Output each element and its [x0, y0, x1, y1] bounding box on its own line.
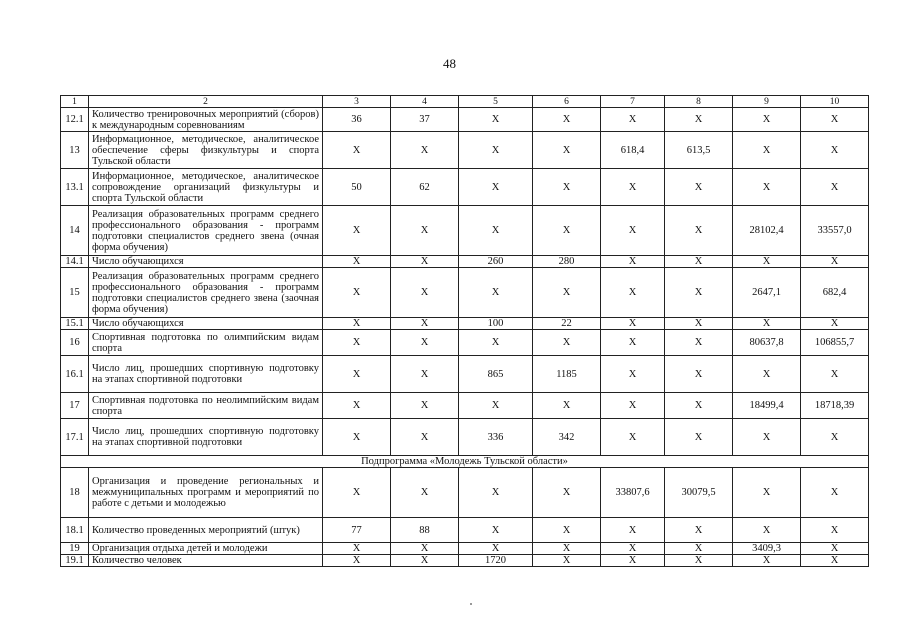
table-cell: Х: [391, 256, 459, 268]
table-cell: Х: [601, 169, 665, 206]
table-cell: 18718,39: [801, 393, 869, 419]
table-cell: Х: [323, 393, 391, 419]
table-cell: 30079,5: [665, 468, 733, 518]
subprogram-title: Подпрограмма «Молодежь Тульской области»: [61, 456, 869, 468]
table-cell: 2647,1: [733, 268, 801, 318]
scan-speck: [470, 603, 472, 605]
table-cell: Х: [323, 132, 391, 169]
row-description: Количество проведенных мероприятий (штук): [89, 518, 323, 543]
table-cell: Х: [391, 132, 459, 169]
table-row: [61, 393, 869, 419]
table-cell: Х: [733, 518, 801, 543]
row-number: 13.1: [61, 169, 89, 206]
table-cell: Х: [323, 330, 391, 356]
header-cell: 3: [323, 96, 391, 108]
table-cell: Х: [601, 419, 665, 456]
row-description: Спортивная подготовка по неолимпийским видам спорта: [89, 393, 323, 419]
table-cell: 37: [391, 108, 459, 132]
header-cell: 5: [459, 96, 533, 108]
table-cell: Х: [801, 419, 869, 456]
table-cell: Х: [533, 330, 601, 356]
table-cell: Х: [733, 555, 801, 567]
row-number: 19: [61, 543, 89, 555]
table-cell: Х: [323, 419, 391, 456]
row-description: Количество тренировочных мероприятий (сборов) к международным соревнованиям: [89, 108, 323, 132]
table-cell: Х: [459, 206, 533, 256]
table-cell: Х: [391, 356, 459, 393]
table-cell: Х: [601, 555, 665, 567]
table-cell: Х: [533, 468, 601, 518]
table-row: [61, 256, 869, 268]
table-cell: Х: [323, 468, 391, 518]
table-cell: Х: [733, 318, 801, 330]
table-cell: 682,4: [801, 268, 869, 318]
table-cell: Х: [391, 419, 459, 456]
table-cell: Х: [601, 268, 665, 318]
table-cell: Х: [459, 268, 533, 318]
row-description: Количество человек: [89, 555, 323, 567]
table-cell: Х: [323, 256, 391, 268]
table-cell: 280: [533, 256, 601, 268]
table-cell: 1185: [533, 356, 601, 393]
row-number: 18: [61, 468, 89, 518]
table-cell: 33807,6: [601, 468, 665, 518]
table-cell: Х: [801, 555, 869, 567]
table-cell: Х: [533, 268, 601, 318]
table-cell: 62: [391, 169, 459, 206]
table-cell: Х: [533, 206, 601, 256]
table-cell: Х: [733, 468, 801, 518]
table-cell: Х: [733, 108, 801, 132]
table-cell: Х: [533, 108, 601, 132]
table-cell: Х: [665, 419, 733, 456]
indicators-table: [60, 95, 869, 567]
table-cell: Х: [601, 356, 665, 393]
table-row: [61, 543, 869, 555]
table-cell: Х: [533, 393, 601, 419]
table-cell: Х: [601, 206, 665, 256]
row-description: Число обучающихся: [89, 318, 323, 330]
table-cell: Х: [733, 356, 801, 393]
table-cell: 80637,8: [733, 330, 801, 356]
table-cell: Х: [801, 356, 869, 393]
table-cell: Х: [665, 330, 733, 356]
table-cell: Х: [391, 268, 459, 318]
row-description: Число обучающихся: [89, 256, 323, 268]
row-description: Число лиц, прошедших спортивную подготовку на этапах спортивной подготовки: [89, 356, 323, 393]
table-row: [61, 330, 869, 356]
table-cell: 18499,4: [733, 393, 801, 419]
table-cell: 50: [323, 169, 391, 206]
table-row: [61, 419, 869, 456]
header-cell: 10: [801, 96, 869, 108]
table-cell: Х: [323, 268, 391, 318]
table-cell: Х: [665, 518, 733, 543]
row-number: 17.1: [61, 419, 89, 456]
table-cell: Х: [323, 206, 391, 256]
table-cell: 342: [533, 419, 601, 456]
table-cell: Х: [601, 330, 665, 356]
table-row: [61, 169, 869, 206]
header-cell: 7: [601, 96, 665, 108]
header-cell: 9: [733, 96, 801, 108]
header-cell: 2: [89, 96, 323, 108]
row-number: 19.1: [61, 555, 89, 567]
row-number: 18.1: [61, 518, 89, 543]
row-number: 16: [61, 330, 89, 356]
table-cell: 28102,4: [733, 206, 801, 256]
table-cell: Х: [665, 206, 733, 256]
table-cell: Х: [733, 169, 801, 206]
table-cell: 618,4: [601, 132, 665, 169]
table-cell: Х: [391, 318, 459, 330]
row-number: 14.1: [61, 256, 89, 268]
header-cell: 4: [391, 96, 459, 108]
table-cell: Х: [459, 543, 533, 555]
table-cell: Х: [391, 206, 459, 256]
table-cell: Х: [801, 518, 869, 543]
row-description: Информационное, методическое, аналитическое сопровождение организаций физкультуры и спорта Тульской области: [89, 169, 323, 206]
table-cell: Х: [665, 169, 733, 206]
subprogram-row: [61, 456, 869, 468]
table-cell: Х: [665, 543, 733, 555]
table-cell: 88: [391, 518, 459, 543]
table-cell: 33557,0: [801, 206, 869, 256]
table-cell: Х: [665, 318, 733, 330]
row-number: 15: [61, 268, 89, 318]
table-cell: Х: [323, 555, 391, 567]
row-number: 16.1: [61, 356, 89, 393]
table-cell: Х: [459, 169, 533, 206]
table-cell: Х: [665, 108, 733, 132]
row-description: Организация и проведение региональных и межмуниципальных программ и мероприятий по работе с детьми и молодежью: [89, 468, 323, 518]
header-cell: 8: [665, 96, 733, 108]
table-cell: Х: [801, 543, 869, 555]
header-row: [61, 96, 869, 108]
table-cell: Х: [801, 169, 869, 206]
table-cell: 613,5: [665, 132, 733, 169]
row-number: 15.1: [61, 318, 89, 330]
table-cell: Х: [459, 468, 533, 518]
table-cell: Х: [459, 132, 533, 169]
table-cell: 336: [459, 419, 533, 456]
table-cell: 106855,7: [801, 330, 869, 356]
table-cell: 3409,3: [733, 543, 801, 555]
table-cell: Х: [801, 256, 869, 268]
table-cell: Х: [601, 518, 665, 543]
table-row: [61, 555, 869, 567]
page-number: 48: [443, 56, 456, 71]
table-cell: Х: [665, 393, 733, 419]
table-cell: Х: [601, 256, 665, 268]
table-cell: Х: [733, 256, 801, 268]
header-cell: 6: [533, 96, 601, 108]
table-cell: Х: [323, 318, 391, 330]
table-cell: Х: [391, 555, 459, 567]
table-cell: Х: [533, 169, 601, 206]
table-cell: Х: [665, 256, 733, 268]
table-cell: 77: [323, 518, 391, 543]
table-cell: Х: [601, 108, 665, 132]
row-number: 12.1: [61, 108, 89, 132]
table-row: [61, 468, 869, 518]
table-row: [61, 132, 869, 169]
row-number: 14: [61, 206, 89, 256]
table-cell: Х: [391, 393, 459, 419]
table-row: [61, 206, 869, 256]
table-row: [61, 356, 869, 393]
table-cell: Х: [601, 393, 665, 419]
table-cell: 865: [459, 356, 533, 393]
table-cell: Х: [733, 419, 801, 456]
table-cell: Х: [459, 393, 533, 419]
table-cell: Х: [801, 132, 869, 169]
row-description: Информационное, методическое, аналитическое обеспечение сферы физкультуры и спорта Тульской области: [89, 132, 323, 169]
table-row: [61, 518, 869, 543]
table-cell: Х: [459, 518, 533, 543]
table-cell: Х: [601, 318, 665, 330]
table-cell: Х: [391, 330, 459, 356]
row-description: Организация отдыха детей и молодежи: [89, 543, 323, 555]
table-cell: Х: [601, 543, 665, 555]
row-number: 17: [61, 393, 89, 419]
table-cell: Х: [801, 318, 869, 330]
table-cell: Х: [391, 468, 459, 518]
row-description: Число лиц, прошедших спортивную подготовку на этапах спортивной подготовки: [89, 419, 323, 456]
row-number: 13: [61, 132, 89, 169]
row-description: Спортивная подготовка по олимпийским видам спорта: [89, 330, 323, 356]
table-cell: Х: [733, 132, 801, 169]
table-cell: 22: [533, 318, 601, 330]
table-cell: Х: [533, 518, 601, 543]
table-row: [61, 318, 869, 330]
table-cell: Х: [665, 555, 733, 567]
row-description: Реализация образовательных программ среднего профессионального образования - программ подготовки специалистов среднего звена (очная форма обучения): [89, 206, 323, 256]
table-cell: Х: [801, 468, 869, 518]
table-cell: Х: [459, 108, 533, 132]
table-row: [61, 268, 869, 318]
table-cell: Х: [391, 543, 459, 555]
table-cell: Х: [323, 356, 391, 393]
table-cell: 100: [459, 318, 533, 330]
row-description: Реализация образовательных программ среднего профессионального образования - программ подготовки специалистов среднего звена (заочная форма обучения): [89, 268, 323, 318]
table-cell: 36: [323, 108, 391, 132]
table-cell: Х: [533, 555, 601, 567]
table-cell: 1720: [459, 555, 533, 567]
table-cell: Х: [323, 543, 391, 555]
table-cell: Х: [665, 268, 733, 318]
table-cell: Х: [459, 330, 533, 356]
table-cell: Х: [533, 132, 601, 169]
table-cell: Х: [801, 108, 869, 132]
table-row: [61, 108, 869, 132]
table-cell: 260: [459, 256, 533, 268]
table-cell: Х: [665, 356, 733, 393]
table-cell: Х: [533, 543, 601, 555]
header-cell: 1: [61, 96, 89, 108]
